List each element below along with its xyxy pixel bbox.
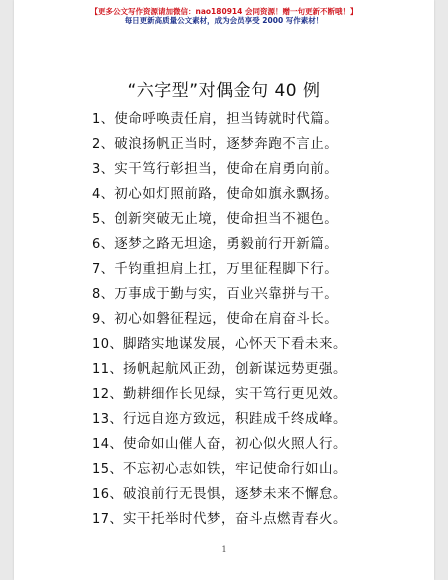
page-number: 1 <box>221 545 227 554</box>
item-text: 初心如磐征程远，使命在肩奋斗长。 <box>114 311 339 327</box>
list-item <box>92 507 347 532</box>
list-item <box>92 132 347 157</box>
item-text: 逐梦之路无坦途，勇毅前行开新篇。 <box>114 236 339 252</box>
item-text: 初心如灯照前路，使命如旗永飘扬。 <box>114 186 339 202</box>
couplet-list <box>92 107 347 532</box>
item-text: 行远自迩方致远，积跬成千终成峰。 <box>123 411 348 427</box>
item-number: 13、 <box>92 412 124 427</box>
item-text: 创新突破无止境，使命担当不褪色。 <box>114 211 339 227</box>
item-number: 12、 <box>92 387 124 402</box>
item-number: 11、 <box>92 362 124 377</box>
item-number: 2、 <box>92 137 115 152</box>
list-item <box>92 332 347 357</box>
list-item <box>92 307 347 332</box>
list-item <box>92 182 347 207</box>
item-text: 使命如山催人奋，初心似火照人行。 <box>123 436 348 452</box>
item-text: 不忘初心志如铁，牢记使命行如山。 <box>123 461 348 477</box>
item-text: 勤耕细作长见绿，实干笃行更见效。 <box>123 386 348 402</box>
item-number: 9、 <box>92 312 115 327</box>
item-text: 万事成于勤与实，百业兴靠拼与干。 <box>114 286 339 302</box>
list-item <box>92 457 347 482</box>
item-number: 7、 <box>92 262 115 277</box>
item-number: 4、 <box>92 187 115 202</box>
banner-line-2: 每日更新高质量公文素材，成为会员享受 2000 写作素材！ <box>124 16 324 26</box>
item-text: 实干笃行彰担当，使命在肩勇向前。 <box>114 161 339 177</box>
item-text: 脚踏实地谋发展，心怀天下看未来。 <box>123 336 348 352</box>
list-item <box>92 482 347 507</box>
item-number: 15、 <box>92 462 124 477</box>
list-item <box>92 257 347 282</box>
list-item <box>92 382 347 407</box>
item-text: 扬帆起航风正劲，创新谋远势更强。 <box>123 361 348 377</box>
item-number: 3、 <box>92 162 115 177</box>
item-text: 破浪扬帆正当时，逐梦奔跑不言止。 <box>114 136 339 152</box>
page-title: “六字型”对偶金句 40 例 <box>127 81 321 101</box>
item-text: 实干托举时代梦，奋斗点燃青春火。 <box>123 511 348 527</box>
list-item <box>92 157 347 182</box>
item-number: 14、 <box>92 437 124 452</box>
list-item <box>92 207 347 232</box>
item-number: 16、 <box>92 487 124 502</box>
item-number: 6、 <box>92 237 115 252</box>
banner-line-1: 【更多公文写作资源请加微信：nao180914 会同资源！赠一句更新不断哦！】 <box>90 7 358 16</box>
list-item <box>92 407 347 432</box>
promo-banner <box>14 7 434 26</box>
list-item <box>92 282 347 307</box>
item-number: 1、 <box>92 112 115 127</box>
item-number: 8、 <box>92 287 115 302</box>
list-item <box>92 232 347 257</box>
item-text: 使命呼唤责任肩，担当铸就时代篇。 <box>114 111 339 127</box>
item-number: 10、 <box>92 337 124 352</box>
item-text: 破浪前行无畏惧，逐梦未来不懈怠。 <box>123 486 348 502</box>
item-number: 17、 <box>92 512 124 527</box>
item-text: 千钧重担肩上扛，万里征程脚下行。 <box>114 261 339 277</box>
list-item <box>92 432 347 457</box>
list-item <box>92 107 347 132</box>
list-item <box>92 357 347 382</box>
item-number: 5、 <box>92 212 115 227</box>
document-page <box>14 0 434 580</box>
